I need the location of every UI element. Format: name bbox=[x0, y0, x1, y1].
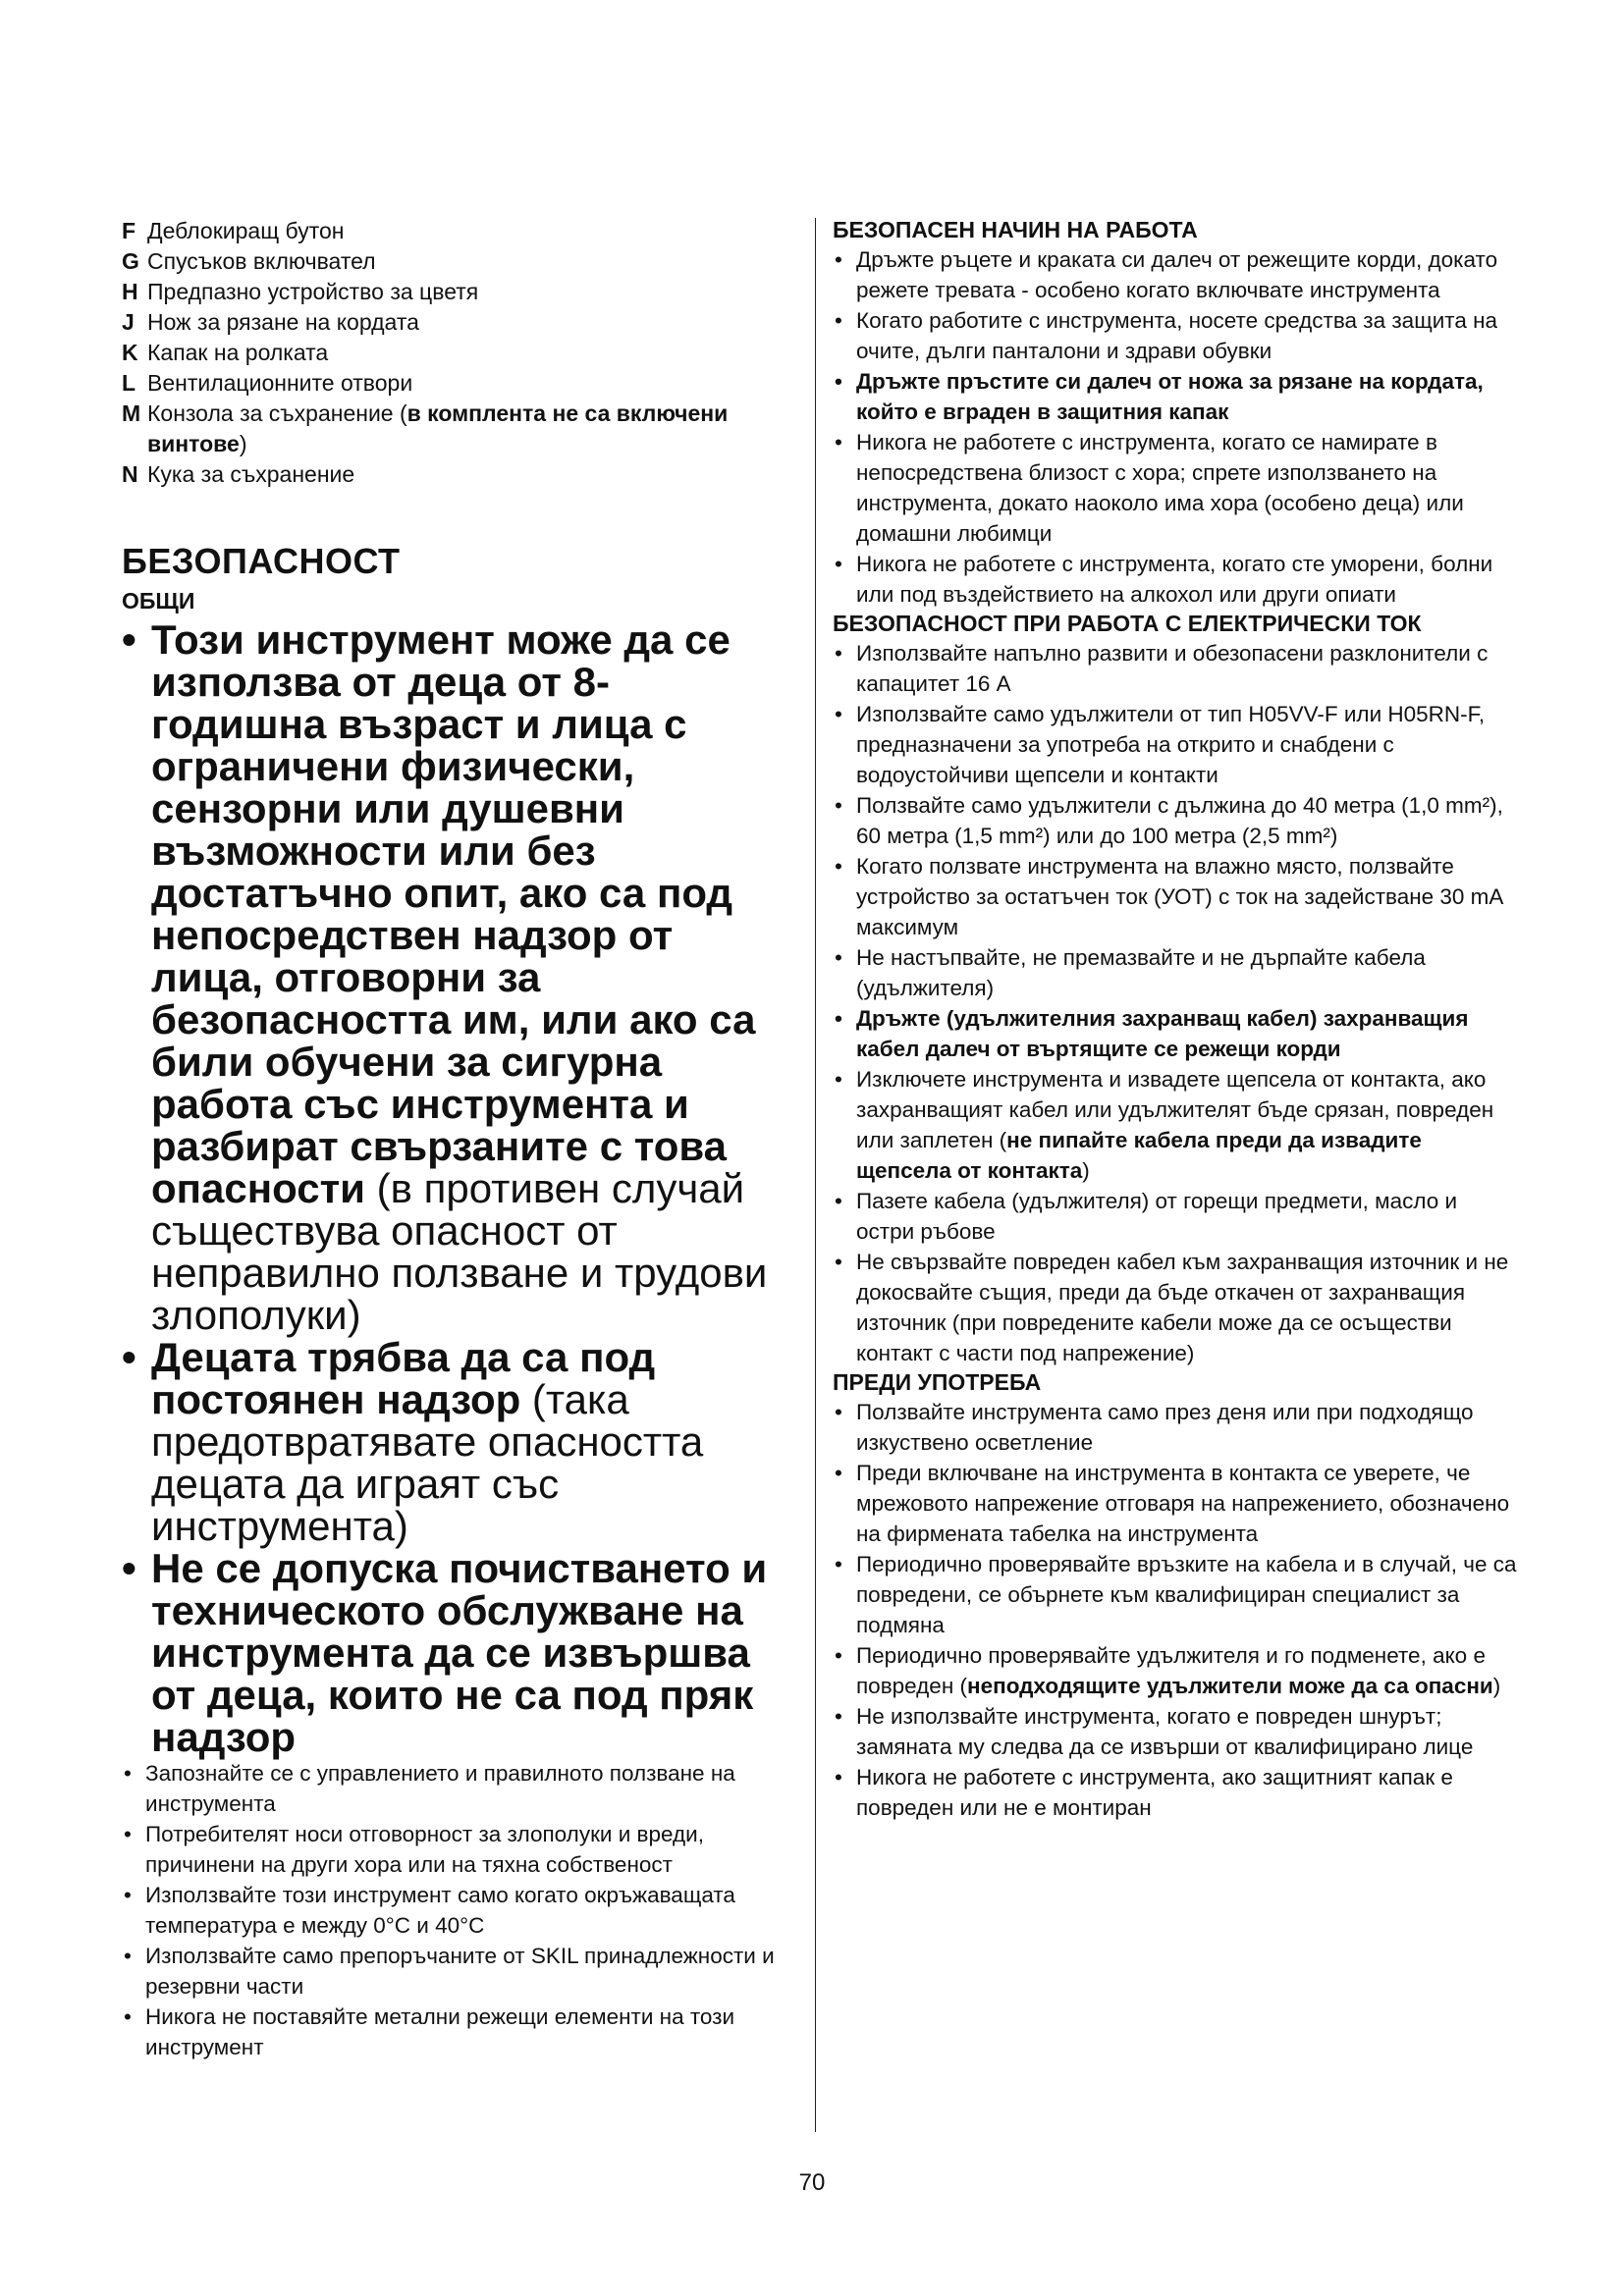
electrical-safety-item: • Изключете инструмента и извадете щепсела от контакта, ако захранващият кабел или удължителят бъде срязан, повреден или заплетен (не пипайте кабела преди да извадите щепсела от контакта) bbox=[833, 1064, 1520, 1186]
part-label: Деблокиращ бутон bbox=[147, 218, 345, 243]
before-use-list bbox=[833, 1397, 1520, 1823]
electrical-safety-item: • Ползвайте само удължители с дължина до 40 метра (1,0 mm²), 60 метра (1,5 mm²) или до 100 метра (2,5 mm²) bbox=[833, 790, 1520, 851]
part-letter: J bbox=[122, 309, 135, 335]
part-item bbox=[122, 277, 778, 307]
page-number: 70 bbox=[798, 2169, 826, 2196]
part-letter: M bbox=[122, 400, 141, 426]
safe-work-list bbox=[833, 244, 1520, 610]
before-use-item: • Преди включване на инструмента в контакта се уверете, че мрежовото напрежение отговаря на напрежението, обозначено на фирмената табелка на инструмента bbox=[833, 1458, 1520, 1549]
key-warnings-list bbox=[122, 618, 778, 1758]
general-heading: ОБЩИ bbox=[122, 588, 195, 614]
general-rule-item: • Запознайте се с управлението и правилното ползване на инструмента bbox=[122, 1758, 778, 1819]
electrical-safety-item: • Използвайте само удължители от тип H05VV-F или H05RN-F, предназначени за употреба на открито и снабдени с водоустойчиви щепсели и контакти bbox=[833, 699, 1520, 790]
key-warning-normal: (в противен случай съществува опасност от неправилно ползване и трудови злополуки) bbox=[151, 1165, 768, 1338]
key-warning-bold: Този инструмент може да се използва от деца от 8-годишна възраст и лица с ограничени физически, сензорни или душевни възможности или без достатъчно опит, ако са под непосредствен надзор от лица, отговорни за безопасността им, или ако са били обучени за сигурна работа със инструмента и разбират свързаните с това опасности bbox=[151, 616, 756, 1211]
general-rule-item: • Използвайте само препоръчаните от SKIL принадлежности и резервни части bbox=[122, 1941, 778, 2002]
part-letter: F bbox=[122, 218, 136, 243]
electrical-safety-list bbox=[833, 638, 1520, 1368]
general-rule-item: • Никога не поставяйте метални режещи елементи на този инструмент bbox=[122, 2002, 778, 2062]
key-warning-normal: (така предотвратявате опасността децата да играят със инструмента) bbox=[151, 1376, 704, 1549]
general-rules-list bbox=[122, 1758, 778, 2062]
part-label: Капак на ролката bbox=[147, 340, 329, 365]
part-letter: L bbox=[122, 370, 136, 396]
part-letter: H bbox=[122, 279, 138, 304]
before-use-item: • Не използвайте инструмента, когато е повреден шнурът; замяната му следва да се извърши от квалифицирано лице bbox=[833, 1701, 1520, 1762]
general-rule-item: • Използвайте този инструмент само когато окръжаващата температура е между 0°C и 40°C bbox=[122, 1880, 778, 1941]
before-use-item-bold: неподходящите удължители може да са опасни bbox=[967, 1674, 1493, 1698]
part-letter: G bbox=[122, 248, 139, 274]
parts-list bbox=[122, 216, 778, 490]
safe-work-item: • Когато работите с инструмента, носете средства за защита на очите, дълги панталони и здрави обувки bbox=[833, 305, 1520, 366]
part-item bbox=[122, 459, 778, 490]
before-use-item: • Ползвайте инструмента само през деня или при подходящо изкуствено осветление bbox=[833, 1397, 1520, 1458]
key-warning-bold: Децата трябва да са под постоянен надзор bbox=[151, 1334, 656, 1422]
before-use-item: • Периодично проверявайте връзките на кабела и в случай, че са повредени, се обърнете към квалифициран специалист за подмяна bbox=[833, 1549, 1520, 1640]
part-label: Вентилационните отвори bbox=[147, 370, 413, 396]
general-rule-item: • Потребителят носи отговорност за злополуки и вреди, причинени на други хора или на тяхна собственост bbox=[122, 1819, 778, 1880]
electrical-safety-item: • Не настъпвайте, не премазвайте и не дърпайте кабела (удължителя) bbox=[833, 942, 1520, 1003]
before-use-item: • Никога не работете с инструмента, ако защитният капак е повреден или не е монтиран bbox=[833, 1762, 1520, 1823]
part-letter: N bbox=[122, 461, 138, 487]
part-label: Конзола за съхранение (в комплента не са включени винтове) bbox=[147, 400, 729, 456]
part-label: Спусъков включвател bbox=[147, 248, 376, 274]
electrical-safety-item-bold: не пипайте кабела преди да извадите щепсела от контакта bbox=[856, 1128, 1422, 1183]
safe-work-item: • Никога не работете с инструмента, когато се намирате в непосредствена близост с хора; спрете използването на инструмента, докато наоколо има хора (особено деца) или домашни любимци bbox=[833, 427, 1520, 549]
column-divider bbox=[815, 218, 816, 2132]
electrical-safety-item: • Не свързвайте повреден кабел към захранващия източник и не докосвайте същия, преди да бъде откачен от захранващия източник (при повредените кабели може да се осъществи контакт с части под напрежение) bbox=[833, 1247, 1520, 1368]
key-warning-bold: Не се допуска почистването и техническото обслужване на инструмента да се извършва от деца, които не са под пряк надзор bbox=[151, 1545, 768, 1760]
electrical-safety-heading: БЕЗОПАСНОСТ ПРИ РАБОТА С ЕЛЕКТРИЧЕСКИ ТОК bbox=[833, 611, 1422, 636]
safe-work-item: • Дръжте ръцете и краката си далеч от режещите корди, докато режете тревата - особено когато включвате инструмента bbox=[833, 244, 1520, 305]
part-item bbox=[122, 338, 778, 368]
electrical-safety-item: • Пазете кабела (удължителя) от горещи предмети, масло и остри ръбове bbox=[833, 1186, 1520, 1247]
safety-heading: БЕЗОПАСНОСТ bbox=[122, 541, 401, 581]
key-warning-item bbox=[122, 1336, 778, 1547]
part-item bbox=[122, 307, 778, 338]
part-label: Предпазно устройство за цветя bbox=[147, 279, 479, 304]
part-label: Кука за съхранение bbox=[147, 461, 355, 487]
electrical-safety-item: • Когато ползвате инструмента на влажно място, ползвайте устройство за остатъчен ток (УОТ) с ток на задействане 30 mA максимум bbox=[833, 851, 1520, 942]
part-letter: K bbox=[122, 340, 138, 365]
part-label-bold: в комплента не са включени винтове bbox=[147, 400, 729, 456]
before-use-heading: ПРЕДИ УПОТРЕБА bbox=[833, 1369, 1042, 1395]
safe-work-heading: БЕЗОПАСЕН НАЧИН НА РАБОТА bbox=[833, 217, 1198, 242]
electrical-safety-item: • Използвайте напълно развити и обезопасени разклонители с капацитет 16 A bbox=[833, 638, 1520, 699]
right-column bbox=[833, 216, 1520, 1823]
key-warning-item bbox=[122, 618, 778, 1336]
part-item bbox=[122, 399, 778, 459]
safe-work-item: • Никога не работете с инструмента, когато сте уморени, болни или под въздействието на алкохол или други опиати bbox=[833, 549, 1520, 610]
before-use-item: • Периодично проверявайте удължителя и го подменете, ако е повреден (неподходящите удължители може да са опасни) bbox=[833, 1640, 1520, 1701]
part-item bbox=[122, 246, 778, 277]
part-label: Нож за рязане на кордата bbox=[147, 309, 419, 335]
electrical-safety-item: • Дръжте (удължителния захранващ кабел) захранващия кабел далеч от въртящите се режещи корди bbox=[833, 1003, 1520, 1064]
key-warning-item bbox=[122, 1547, 778, 1758]
part-item bbox=[122, 216, 778, 246]
part-item bbox=[122, 368, 778, 399]
left-column bbox=[122, 216, 778, 2062]
safe-work-item: • Дръжте пръстите си далеч от ножа за рязане на кордата, който е вграден в защитния капак bbox=[833, 366, 1520, 427]
